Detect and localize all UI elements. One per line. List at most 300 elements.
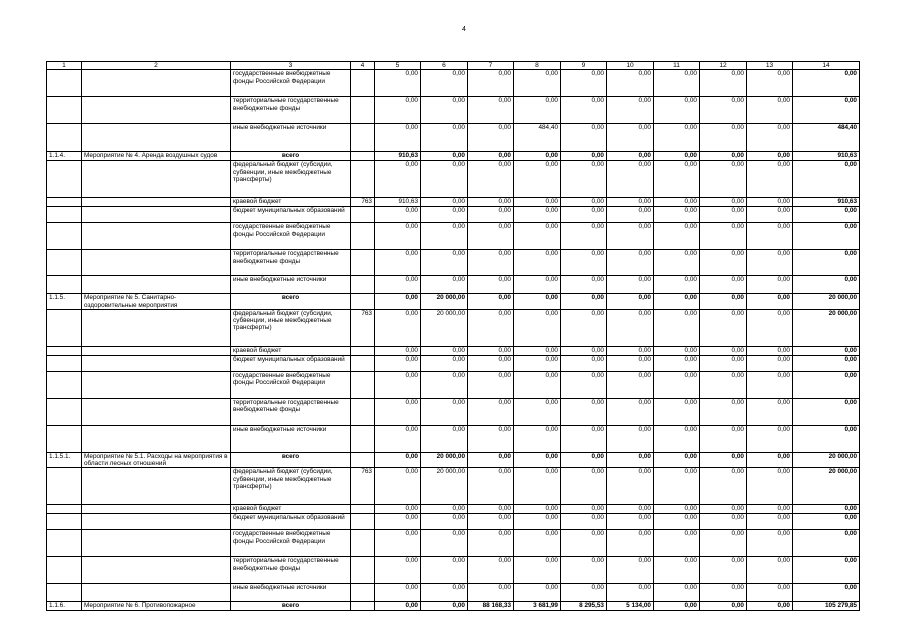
department-code-cell <box>351 514 375 530</box>
item-code-cell <box>47 309 82 346</box>
amount-cell: 0,00 <box>421 505 468 514</box>
amount-cell: 0,00 <box>468 152 514 161</box>
amount-cell: 0,00 <box>375 557 421 584</box>
amount-cell: 0,00 <box>700 152 747 161</box>
amount-cell: 0,00 <box>375 425 421 452</box>
amount-cell: 0,00 <box>607 425 654 452</box>
amount-cell: 0,00 <box>514 505 561 514</box>
amount-cell: 0,00 <box>607 584 654 602</box>
amount-cell: 0,00 <box>793 355 860 371</box>
table-row <box>47 557 860 584</box>
amount-cell: 0,00 <box>654 425 700 452</box>
amount-cell: 0,00 <box>514 309 561 346</box>
amount-cell: 0,00 <box>607 468 654 505</box>
amount-cell: 0,00 <box>793 371 860 398</box>
funding-source-cell: иные внебюджетные источники <box>231 124 351 152</box>
amount-cell: 0,00 <box>747 452 793 468</box>
amount-cell: 0,00 <box>793 584 860 602</box>
department-code-cell <box>351 276 375 294</box>
amount-cell: 0,00 <box>793 223 860 250</box>
amount-cell: 0,00 <box>468 223 514 250</box>
column-number-3: 3 <box>231 62 351 70</box>
item-code-cell <box>47 198 82 207</box>
amount-cell: 0,00 <box>607 514 654 530</box>
amount-cell: 0,00 <box>468 309 514 346</box>
amount-cell: 0,00 <box>654 468 700 505</box>
amount-cell: 0,00 <box>375 207 421 223</box>
item-code-cell <box>47 124 82 152</box>
amount-cell: 0,00 <box>514 355 561 371</box>
table-row <box>47 514 860 530</box>
amount-cell: 0,00 <box>514 276 561 294</box>
amount-cell: 0,00 <box>747 294 793 310</box>
amount-cell: 0,00 <box>375 468 421 505</box>
amount-cell: 0,00 <box>375 371 421 398</box>
amount-cell: 0,00 <box>793 425 860 452</box>
amount-cell: 0,00 <box>700 584 747 602</box>
amount-cell: 0,00 <box>747 309 793 346</box>
amount-cell: 0,00 <box>654 371 700 398</box>
table-row <box>47 97 860 124</box>
amount-cell: 0,00 <box>375 294 421 310</box>
amount-cell: 0,00 <box>654 207 700 223</box>
amount-cell: 0,00 <box>654 584 700 602</box>
amount-cell: 0,00 <box>654 198 700 207</box>
page-number: 4 <box>462 26 466 33</box>
amount-cell: 0,00 <box>654 602 700 611</box>
amount-cell: 0,00 <box>514 346 561 355</box>
amount-cell: 0,00 <box>700 468 747 505</box>
amount-cell: 0,00 <box>514 371 561 398</box>
amount-cell: 0,00 <box>421 371 468 398</box>
amount-cell: 0,00 <box>421 346 468 355</box>
amount-cell: 0,00 <box>793 276 860 294</box>
amount-cell: 0,00 <box>747 124 793 152</box>
amount-cell: 0,00 <box>421 161 468 198</box>
column-number-2: 2 <box>82 62 231 70</box>
item-code-cell <box>47 505 82 514</box>
amount-cell: 0,00 <box>607 557 654 584</box>
amount-cell: 0,00 <box>654 557 700 584</box>
amount-cell: 0,00 <box>700 602 747 611</box>
amount-cell: 0,00 <box>514 425 561 452</box>
amount-cell: 0,00 <box>747 152 793 161</box>
amount-cell: 0,00 <box>421 97 468 124</box>
amount-cell: 0,00 <box>747 346 793 355</box>
item-name-cell <box>82 468 231 505</box>
amount-cell: 0,00 <box>561 530 607 557</box>
amount-cell: 0,00 <box>607 530 654 557</box>
item-name-cell <box>82 530 231 557</box>
table-row-total <box>47 152 860 161</box>
amount-cell: 0,00 <box>514 223 561 250</box>
funding-source-cell: территориальные государственные внебюджетные фонды <box>231 398 351 425</box>
amount-cell: 0,00 <box>514 152 561 161</box>
column-number-14: 14 <box>793 62 860 70</box>
amount-cell: 0,00 <box>468 250 514 276</box>
amount-cell: 0,00 <box>654 346 700 355</box>
amount-cell: 0,00 <box>700 161 747 198</box>
item-code-cell <box>47 468 82 505</box>
column-number-1: 1 <box>47 62 82 70</box>
amount-cell: 0,00 <box>700 530 747 557</box>
amount-cell: 0,00 <box>561 97 607 124</box>
department-code-cell <box>351 530 375 557</box>
table-row <box>47 505 860 514</box>
amount-cell: 0,00 <box>468 276 514 294</box>
amount-cell: 0,00 <box>375 161 421 198</box>
amount-cell: 0,00 <box>514 557 561 584</box>
amount-cell: 0,00 <box>561 276 607 294</box>
funding-source-cell: государственные внебюджетные фонды Российской Федерации <box>231 70 351 97</box>
amount-cell: 0,00 <box>747 207 793 223</box>
item-name-cell <box>82 70 231 97</box>
amount-cell: 0,00 <box>468 468 514 505</box>
table-row <box>47 355 860 371</box>
amount-cell: 0,00 <box>561 124 607 152</box>
amount-cell: 20 000,00 <box>793 468 860 505</box>
amount-cell: 0,00 <box>468 371 514 398</box>
amount-cell: 0,00 <box>747 584 793 602</box>
amount-cell: 0,00 <box>700 276 747 294</box>
amount-cell: 0,00 <box>421 207 468 223</box>
amount-cell: 0,00 <box>700 557 747 584</box>
amount-cell: 0,00 <box>793 530 860 557</box>
amount-cell: 0,00 <box>700 124 747 152</box>
amount-cell: 0,00 <box>561 355 607 371</box>
amount-cell: 20 000,00 <box>793 452 860 468</box>
department-code-cell <box>351 250 375 276</box>
funding-source-cell: всего <box>231 294 351 310</box>
item-name-cell <box>82 514 231 530</box>
amount-cell: 0,00 <box>747 70 793 97</box>
amount-cell: 0,00 <box>747 250 793 276</box>
item-name-cell <box>82 425 231 452</box>
item-code-cell: 1.1.4. <box>47 152 82 161</box>
item-code-cell <box>47 97 82 124</box>
department-code-cell <box>351 207 375 223</box>
amount-cell: 0,00 <box>561 557 607 584</box>
amount-cell: 0,00 <box>514 452 561 468</box>
amount-cell: 0,00 <box>561 505 607 514</box>
amount-cell: 0,00 <box>607 250 654 276</box>
department-code-cell <box>351 452 375 468</box>
table-row <box>47 207 860 223</box>
amount-cell: 0,00 <box>793 557 860 584</box>
amount-cell: 910,63 <box>375 198 421 207</box>
amount-cell: 0,00 <box>375 452 421 468</box>
amount-cell: 0,00 <box>421 557 468 584</box>
amount-cell: 0,00 <box>468 398 514 425</box>
amount-cell: 0,00 <box>561 207 607 223</box>
funding-source-cell: всего <box>231 152 351 161</box>
amount-cell: 0,00 <box>654 355 700 371</box>
item-code-cell: 1.1.6. <box>47 602 82 611</box>
amount-cell: 0,00 <box>375 514 421 530</box>
funding-source-cell: федеральный бюджет (субсидии, субвенции, иные межбюджетные трансферты) <box>231 468 351 505</box>
amount-cell: 0,00 <box>607 97 654 124</box>
amount-cell: 0,00 <box>793 97 860 124</box>
amount-cell: 0,00 <box>607 398 654 425</box>
funding-source-cell: государственные внебюджетные фонды Российской Федерации <box>231 371 351 398</box>
table-row <box>47 371 860 398</box>
amount-cell: 0,00 <box>747 505 793 514</box>
item-name-cell <box>82 346 231 355</box>
table-row <box>47 250 860 276</box>
amount-cell: 0,00 <box>375 309 421 346</box>
department-code-cell: 763 <box>351 309 375 346</box>
column-number-4: 4 <box>351 62 375 70</box>
table-row <box>47 198 860 207</box>
department-code-cell <box>351 355 375 371</box>
funding-source-cell: всего <box>231 602 351 611</box>
amount-cell: 0,00 <box>700 309 747 346</box>
item-name-cell <box>82 505 231 514</box>
amount-cell: 0,00 <box>700 452 747 468</box>
amount-cell: 0,00 <box>421 584 468 602</box>
department-code-cell <box>351 97 375 124</box>
amount-cell: 0,00 <box>747 398 793 425</box>
amount-cell: 0,00 <box>607 223 654 250</box>
amount-cell: 0,00 <box>514 530 561 557</box>
amount-cell: 0,00 <box>514 468 561 505</box>
amount-cell: 0,00 <box>468 557 514 584</box>
table-row-total <box>47 602 860 611</box>
funding-source-cell: краевой бюджет <box>231 198 351 207</box>
table-row <box>47 346 860 355</box>
department-code-cell <box>351 70 375 97</box>
table-row <box>47 530 860 557</box>
amount-cell: 0,00 <box>654 505 700 514</box>
department-code-cell <box>351 425 375 452</box>
amount-cell: 0,00 <box>468 514 514 530</box>
table-row <box>47 309 860 346</box>
amount-cell: 0,00 <box>561 514 607 530</box>
item-code-cell <box>47 161 82 198</box>
item-name-cell <box>82 250 231 276</box>
amount-cell: 0,00 <box>468 425 514 452</box>
funding-source-cell: федеральный бюджет (субсидии, субвенции, иные межбюджетные трансферты) <box>231 309 351 346</box>
amount-cell: 0,00 <box>793 207 860 223</box>
item-code-cell <box>47 530 82 557</box>
table-row <box>47 584 860 602</box>
amount-cell: 0,00 <box>747 557 793 584</box>
item-name-cell <box>82 355 231 371</box>
item-code-cell <box>47 346 82 355</box>
amount-cell: 0,00 <box>700 398 747 425</box>
table-body <box>47 70 860 611</box>
amount-cell: 0,00 <box>468 584 514 602</box>
column-number-6: 6 <box>421 62 468 70</box>
amount-cell: 0,00 <box>793 250 860 276</box>
amount-cell: 0,00 <box>747 514 793 530</box>
amount-cell: 0,00 <box>375 398 421 425</box>
amount-cell: 0,00 <box>700 505 747 514</box>
amount-cell: 0,00 <box>654 294 700 310</box>
amount-cell: 0,00 <box>561 584 607 602</box>
amount-cell: 0,00 <box>654 250 700 276</box>
item-name-cell <box>82 557 231 584</box>
amount-cell: 0,00 <box>468 505 514 514</box>
amount-cell: 0,00 <box>607 309 654 346</box>
amount-cell: 0,00 <box>700 294 747 310</box>
amount-cell: 0,00 <box>375 70 421 97</box>
amount-cell: 0,00 <box>561 198 607 207</box>
amount-cell: 0,00 <box>421 530 468 557</box>
amount-cell: 0,00 <box>747 468 793 505</box>
amount-cell: 105 279,85 <box>793 602 860 611</box>
funding-source-cell: государственные внебюджетные фонды Российской Федерации <box>231 530 351 557</box>
amount-cell: 0,00 <box>375 584 421 602</box>
amount-cell: 0,00 <box>375 346 421 355</box>
item-name-cell <box>82 223 231 250</box>
amount-cell: 0,00 <box>747 161 793 198</box>
amount-cell: 20 000,00 <box>793 294 860 310</box>
amount-cell: 0,00 <box>607 198 654 207</box>
item-name-cell <box>82 398 231 425</box>
department-code-cell <box>351 124 375 152</box>
item-code-cell: 1.1.5.1. <box>47 452 82 468</box>
funding-source-cell: краевой бюджет <box>231 505 351 514</box>
funding-source-cell: иные внебюджетные источники <box>231 425 351 452</box>
amount-cell: 0,00 <box>793 161 860 198</box>
column-number-10: 10 <box>607 62 654 70</box>
amount-cell: 0,00 <box>747 223 793 250</box>
amount-cell: 0,00 <box>561 223 607 250</box>
amount-cell: 0,00 <box>747 355 793 371</box>
item-code-cell <box>47 514 82 530</box>
amount-cell: 0,00 <box>607 452 654 468</box>
column-number-8: 8 <box>514 62 561 70</box>
amount-cell: 0,00 <box>700 355 747 371</box>
amount-cell: 0,00 <box>468 124 514 152</box>
funding-source-cell: иные внебюджетные источники <box>231 584 351 602</box>
item-name-cell <box>82 276 231 294</box>
item-code-cell <box>47 584 82 602</box>
amount-cell: 0,00 <box>654 124 700 152</box>
amount-cell: 0,00 <box>607 161 654 198</box>
amount-cell: 0,00 <box>561 452 607 468</box>
table-row <box>47 124 860 152</box>
amount-cell: 0,00 <box>375 124 421 152</box>
amount-cell: 0,00 <box>375 355 421 371</box>
amount-cell: 0,00 <box>561 152 607 161</box>
amount-cell: 0,00 <box>561 161 607 198</box>
amount-cell: 910,63 <box>375 152 421 161</box>
item-code-cell <box>47 223 82 250</box>
amount-cell: 0,00 <box>654 309 700 346</box>
item-code-cell <box>47 557 82 584</box>
department-code-cell <box>351 223 375 250</box>
amount-cell: 0,00 <box>421 355 468 371</box>
amount-cell: 0,00 <box>375 276 421 294</box>
amount-cell: 5 134,00 <box>607 602 654 611</box>
amount-cell: 0,00 <box>468 294 514 310</box>
amount-cell: 0,00 <box>514 584 561 602</box>
table-row <box>47 161 860 198</box>
amount-cell: 0,00 <box>561 70 607 97</box>
item-code-cell <box>47 276 82 294</box>
amount-cell: 0,00 <box>561 371 607 398</box>
funding-source-cell: всего <box>231 452 351 468</box>
department-code-cell: 763 <box>351 468 375 505</box>
amount-cell: 0,00 <box>793 346 860 355</box>
item-name-cell: Мероприятие № 5.1. Расходы на мероприятия в области лесных отношений <box>82 452 231 468</box>
amount-cell: 0,00 <box>561 468 607 505</box>
department-code-cell <box>351 602 375 611</box>
item-name-cell <box>82 161 231 198</box>
amount-cell: 0,00 <box>421 514 468 530</box>
amount-cell: 0,00 <box>514 97 561 124</box>
amount-cell: 0,00 <box>561 294 607 310</box>
amount-cell: 0,00 <box>607 124 654 152</box>
funding-source-cell: бюджет муниципальных образований <box>231 355 351 371</box>
funding-source-cell: федеральный бюджет (субсидии, субвенции, иные межбюджетные трансферты) <box>231 161 351 198</box>
amount-cell: 0,00 <box>561 425 607 452</box>
column-number-5: 5 <box>375 62 421 70</box>
amount-cell: 0,00 <box>793 514 860 530</box>
department-code-cell <box>351 346 375 355</box>
item-code-cell <box>47 207 82 223</box>
amount-cell: 0,00 <box>468 70 514 97</box>
amount-cell: 0,00 <box>421 124 468 152</box>
department-code-cell <box>351 584 375 602</box>
amount-cell: 0,00 <box>421 276 468 294</box>
funding-source-cell: краевой бюджет <box>231 346 351 355</box>
funding-source-cell: территориальные государственные внебюджетные фонды <box>231 97 351 124</box>
amount-cell: 0,00 <box>747 425 793 452</box>
amount-cell: 20 000,00 <box>421 452 468 468</box>
amount-cell: 0,00 <box>654 276 700 294</box>
amount-cell: 0,00 <box>421 152 468 161</box>
amount-cell: 0,00 <box>514 398 561 425</box>
amount-cell: 0,00 <box>700 207 747 223</box>
amount-cell: 0,00 <box>607 207 654 223</box>
department-code-cell <box>351 557 375 584</box>
table-row-total <box>47 452 860 468</box>
amount-cell: 0,00 <box>654 70 700 97</box>
amount-cell: 484,40 <box>514 124 561 152</box>
amount-cell: 0,00 <box>700 70 747 97</box>
item-name-cell: Мероприятие № 6. Противопожарное <box>82 602 231 611</box>
amount-cell: 0,00 <box>607 276 654 294</box>
amount-cell: 0,00 <box>514 514 561 530</box>
amount-cell: 0,00 <box>700 223 747 250</box>
funding-source-cell: территориальные государственные внебюджетные фонды <box>231 557 351 584</box>
column-number-9: 9 <box>561 62 607 70</box>
amount-cell: 0,00 <box>607 346 654 355</box>
item-name-cell <box>82 584 231 602</box>
amount-cell: 0,00 <box>468 452 514 468</box>
amount-cell: 0,00 <box>607 152 654 161</box>
amount-cell: 20 000,00 <box>421 309 468 346</box>
funding-source-cell: бюджет муниципальных образований <box>231 514 351 530</box>
amount-cell: 0,00 <box>700 250 747 276</box>
amount-cell: 0,00 <box>468 207 514 223</box>
table-row <box>47 398 860 425</box>
amount-cell: 0,00 <box>700 371 747 398</box>
amount-cell: 0,00 <box>700 514 747 530</box>
amount-cell: 0,00 <box>654 161 700 198</box>
amount-cell: 0,00 <box>468 530 514 557</box>
amount-cell: 0,00 <box>747 371 793 398</box>
amount-cell: 0,00 <box>421 70 468 97</box>
funding-source-cell: иные внебюджетные источники <box>231 276 351 294</box>
item-code-cell <box>47 371 82 398</box>
item-code-cell <box>47 398 82 425</box>
item-code-cell <box>47 355 82 371</box>
department-code-cell: 763 <box>351 198 375 207</box>
